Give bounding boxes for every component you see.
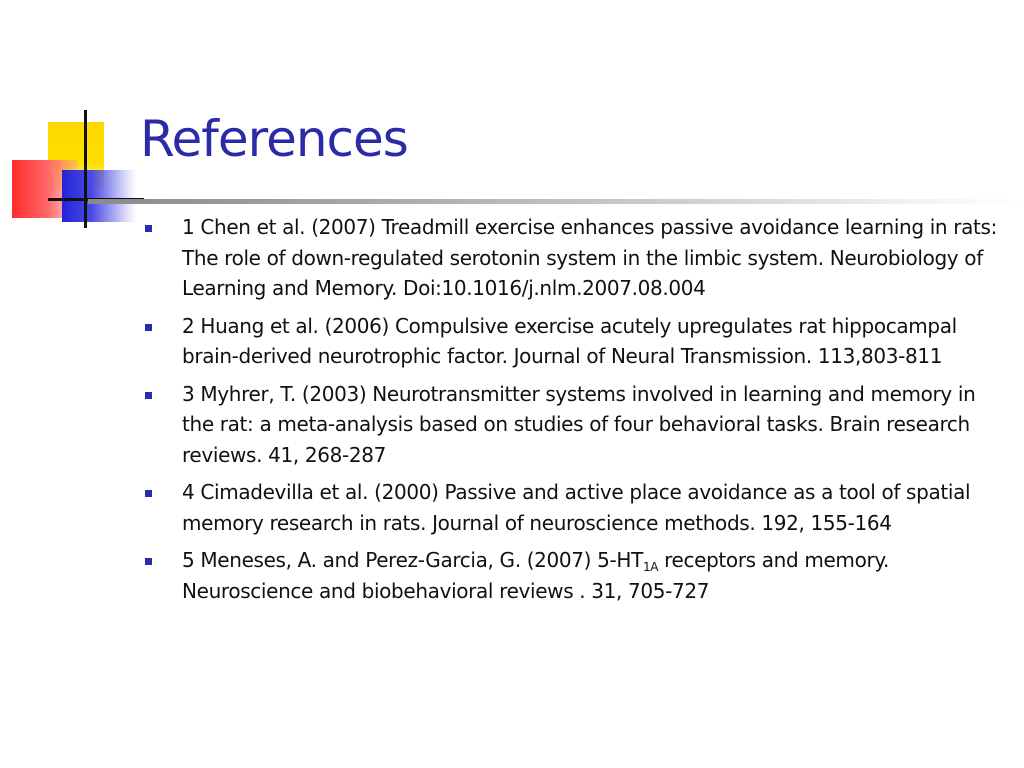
bullet-square-icon: [145, 490, 152, 497]
bullet-square-icon: [145, 392, 152, 399]
reference-text: 2 Huang et al. (2006) Compulsive exercise acutely upregulates rat hippocampal brain-derived neurotrophic factor. Journal of Neural Transmission. 113,803-811: [182, 313, 957, 368]
reference-text-before: 5 Meneses, A. and Perez-Garcia, G. (2007) 5-HT: [182, 548, 643, 572]
reference-item-2: [140, 311, 1010, 372]
slide-title: References: [140, 110, 408, 168]
reference-item-1: [140, 212, 1010, 304]
bullet-square-icon: [145, 558, 152, 565]
reference-item-3: [140, 379, 1010, 471]
reference-text-after: receptors and memory. Neuroscience and biobehavioral reviews . 31, 705-727: [182, 548, 889, 603]
reference-text: [182, 548, 889, 603]
reference-list: [140, 212, 1010, 613]
bullet-square-icon: [145, 324, 152, 331]
reference-subscript: 1A: [642, 560, 659, 574]
reference-text: 1 Chen et al. (2007) Treadmill exercise enhances passive avoidance learning in rats: The role of down-regulated serotonin system in the limbic system. Neurobiology of Learning and Memory. Doi:10.1016/j.nlm.2007.08.004: [182, 215, 997, 300]
title-underline-rule: [88, 199, 1024, 204]
bullet-square-icon: [145, 225, 152, 232]
decorative-blue-block: [62, 170, 136, 222]
reference-text: 4 Cimadevilla et al. (2000) Passive and active place avoidance as a tool of spatial memory research in rats. Journal of neuroscience methods. 192, 155-164: [182, 480, 971, 535]
reference-item-4: [140, 477, 1010, 538]
reference-text: 3 Myhrer, T. (2003) Neurotransmitter systems involved in learning and memory in the rat: a meta-analysis based on studies of four behavioral tasks. Brain research reviews. 41, 268-287: [182, 381, 976, 467]
reference-item-5: [140, 545, 1010, 606]
decorative-vertical-line: [84, 110, 87, 228]
